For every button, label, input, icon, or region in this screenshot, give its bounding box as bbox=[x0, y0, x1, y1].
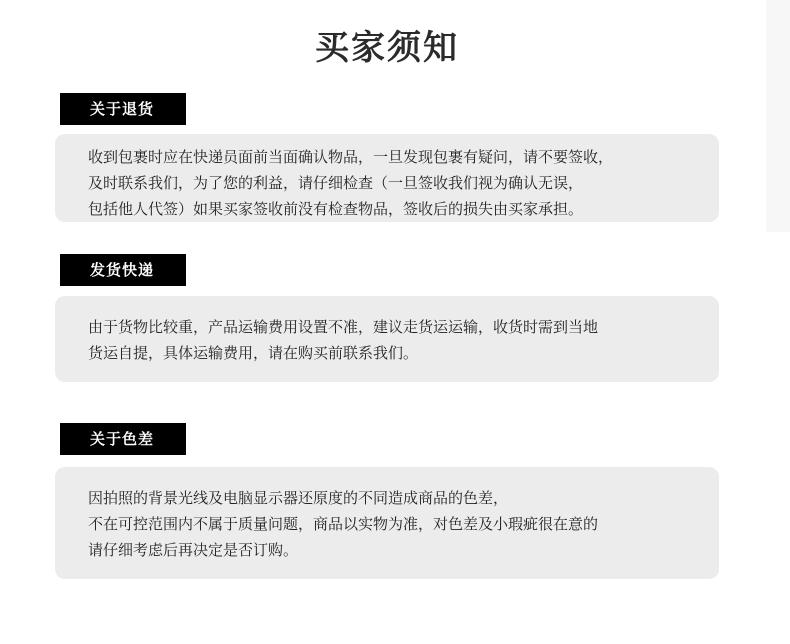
section-text-line: 收到包裹时应在快递员面前当面确认物品，一旦发现包裹有疑问，请不要签收， bbox=[88, 148, 614, 166]
section-heading-returns: 关于退货 bbox=[60, 93, 186, 125]
section-body-returns bbox=[55, 134, 719, 222]
section-body-color-difference bbox=[55, 467, 719, 579]
section-text-line: 及时联系我们，为了您的利益，请仔细检查（一旦签收我们视为确认无误， bbox=[88, 174, 584, 192]
section-heading-shipping: 发货快递 bbox=[60, 254, 186, 286]
section-text-line: 包括他人代签）如果买家签收前没有检查物品，签收后的损失由买家承担。 bbox=[88, 200, 584, 218]
section-text-line: 请仔细考虑后再决定是否订购。 bbox=[88, 541, 299, 559]
section-body-shipping bbox=[55, 296, 719, 382]
section-heading-color-difference: 关于色差 bbox=[60, 423, 186, 455]
section-text-line: 不在可控范围内不属于质量问题，商品以实物为准，对色差及小瑕疵很在意的 bbox=[88, 515, 599, 533]
page-title: 买家须知 bbox=[315, 28, 459, 68]
section-text-line: 因拍照的背景光线及电脑显示器还原度的不同造成商品的色差， bbox=[88, 489, 509, 507]
section-text-line: 由于货物比较重，产品运输费用设置不准，建议走货运运输，收货时需到当地 bbox=[88, 318, 599, 336]
section-text-line: 货运自提，具体运输费用，请在购买前联系我们。 bbox=[88, 344, 419, 362]
